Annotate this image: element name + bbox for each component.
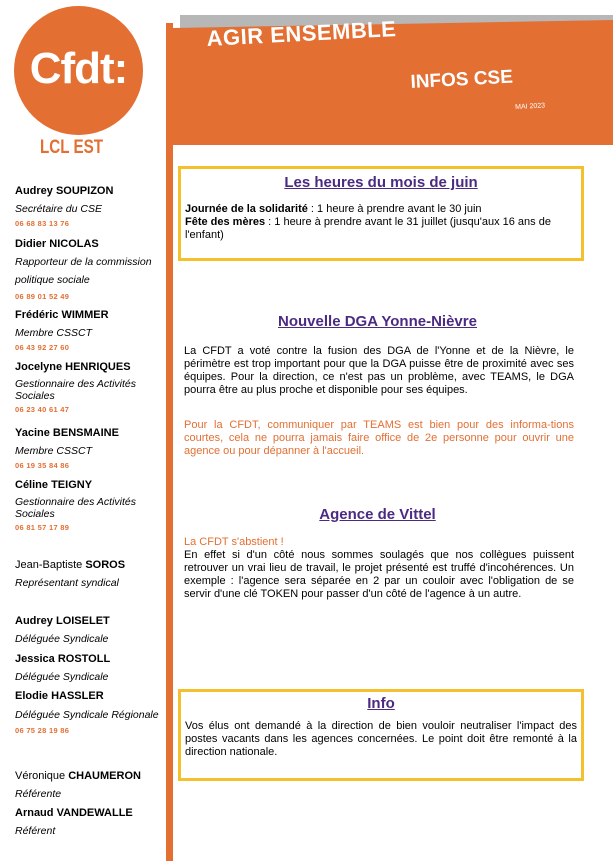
vittel-title: Agence de Vittel <box>319 506 436 523</box>
member-phone: 06 68 83 13 76 <box>15 219 70 228</box>
info-title: Info <box>367 695 395 712</box>
member-card <box>15 237 165 301</box>
member-role: Déléguée Syndicale <box>15 671 109 683</box>
member-role: Gestionnaire des Activités Sociales <box>15 496 137 520</box>
member-phone: 06 89 01 52 49 <box>15 292 70 301</box>
member-role: Déléguée Syndicale Régionale <box>15 709 159 721</box>
vittel-paragraph: En effet si d'un côté nous sommes soulagés que nos collègues puissent retrouver un vrai lieu de travail, le projet présenté est truffé d'incohérences. Un exemple : l'agence sera séparée en 2 par un couloir avec l'obligation de se servir d'une clé TOKEN pour passer d'un côté de l'agence à un autre. <box>184 549 574 600</box>
info-paragraph: Vos élus ont demandé à la direction de bien vouloir neutraliser l'impact des postes vacants dans les agences concernées. Le point doit être remonté à la direction nationale. <box>185 720 577 758</box>
logo-subtitle: LCL EST <box>40 137 104 158</box>
member-role: Référente <box>15 788 62 800</box>
member-role: Membre CSSCT <box>15 445 93 457</box>
member-name: Audrey SOUPIZON <box>15 185 114 197</box>
member-phone: 06 43 92 27 60 <box>15 343 70 352</box>
vittel-intro: La CFDT s'abstient ! <box>184 536 284 548</box>
dga-title: Nouvelle DGA Yonne-Nièvre <box>278 313 477 330</box>
sidebar <box>0 0 166 861</box>
member-card <box>15 769 165 801</box>
member-card <box>15 652 165 684</box>
member-role: Membre CSSCT <box>15 327 93 339</box>
header-title: AGIR ENSEMBLE <box>206 16 397 51</box>
member-role: Secrétaire du CSE <box>15 203 102 215</box>
header-date: MAI 2023 <box>515 102 546 111</box>
member-card <box>15 689 165 735</box>
vertical-accent-bar <box>166 23 173 861</box>
member-name: Jessica ROSTOLL <box>15 653 111 665</box>
member-card <box>15 308 165 352</box>
member-card <box>15 184 165 228</box>
member-phone: 06 19 35 84 86 <box>15 461 70 470</box>
dga-cfdt-paragraph: Pour la CFDT, communiquer par TEAMS est bien pour des informa-tions courtes, cela ne pourra jamais faire office de 2e personne pour ouvrir une agence ou pour dépanner à l'accueil. <box>184 419 574 457</box>
member-name: Arnaud VANDEWALLE <box>15 807 133 819</box>
dga-paragraph: La CFDT a voté contre la fusion des DGA de l'Yonne et de la Nièvre, le périmètre est trop important pour que la DGA puisse être de proximité avec ses équipes. Pour la direction, ce n'est pas un problème, avec TEAMS, le DGA pourra être au plus proche et disponible pour ses équipes. <box>184 345 574 396</box>
member-role: Référent <box>15 825 56 837</box>
member-phone: 06 75 28 19 86 <box>15 726 70 735</box>
juin-text: Journée de la solidarité : 1 heure à prendre avant le 30 juin Fête des mères : 1 heure à prendre avant le 31 juillet (jusqu'aux 16 ans de l'enfant) <box>185 203 551 241</box>
cfdt-logo <box>14 6 143 135</box>
member-name: Véronique CHAUMERON <box>15 770 141 782</box>
member-card <box>15 806 165 838</box>
juin-box <box>178 166 584 261</box>
member-card <box>15 558 165 590</box>
member-phone: 06 23 40 61 47 <box>15 405 70 414</box>
member-name: Jean-Baptiste SOROS <box>15 559 126 571</box>
member-name: Elodie HASSLER <box>15 690 104 702</box>
juin-title: Les heures du mois de juin <box>284 174 478 191</box>
member-card <box>15 360 165 414</box>
header-subtitle: INFOS CSE <box>410 66 514 93</box>
logo-text: Cfdt: <box>29 43 128 93</box>
member-role: Représentant syndical <box>15 577 119 589</box>
member-card <box>15 426 165 470</box>
member-name: Audrey LOISELET <box>15 615 110 627</box>
member-name: Frédéric WIMMER <box>15 309 109 321</box>
info-box <box>178 689 584 781</box>
member-name: Yacine BENSMAINE <box>15 427 119 439</box>
member-name: Didier NICOLAS <box>15 238 99 250</box>
member-role: Déléguée Syndicale <box>15 633 109 645</box>
member-name: Jocelyne HENRIQUES <box>15 361 131 373</box>
member-phone: 06 81 57 17 89 <box>15 523 70 532</box>
member-role: Rapporteur de la commission politique sociale <box>15 256 152 286</box>
member-card <box>15 614 165 646</box>
member-card <box>15 478 165 532</box>
member-name: Céline TEIGNY <box>15 479 93 491</box>
member-role: Gestionnaire des Activités Sociales <box>15 378 137 402</box>
